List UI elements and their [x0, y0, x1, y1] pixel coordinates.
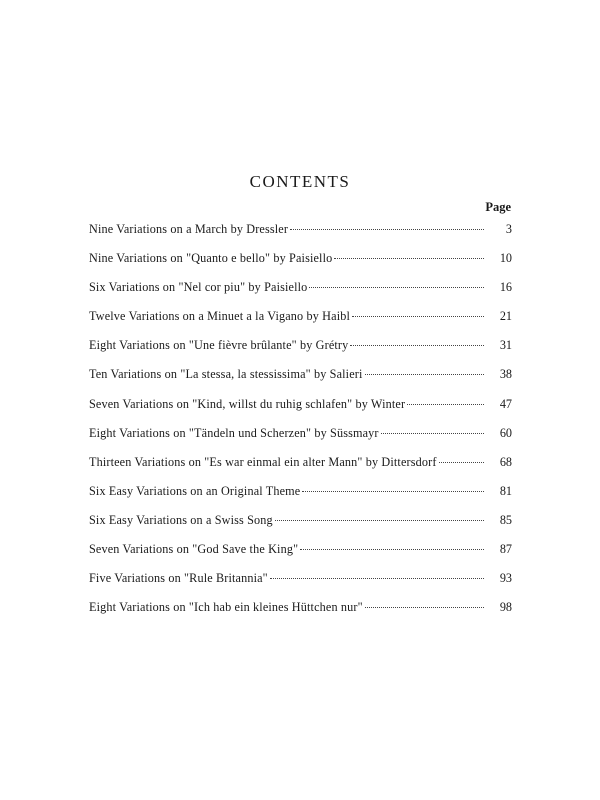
toc-entry — [89, 513, 512, 542]
toc-entry-page: 10 — [499, 251, 512, 266]
toc-entry — [89, 455, 512, 484]
page-title: CONTENTS — [249, 172, 351, 191]
toc-entry — [89, 426, 512, 455]
toc-entry — [89, 338, 512, 367]
toc-entry-page: 98 — [499, 600, 512, 615]
toc-entry-title: Seven Variations on "Kind, willst du ruhig schlafen" by Winter — [89, 396, 406, 411]
toc-entry — [89, 222, 512, 251]
toc-entry-title: Twelve Variations on a Minuet a la Vigano by Haibl — [89, 309, 351, 324]
dot-leader — [270, 578, 484, 579]
toc-entry-page: 21 — [499, 309, 512, 324]
page-column-label: Page — [485, 200, 511, 214]
toc-entry — [89, 600, 512, 629]
toc-entry-page: 16 — [499, 280, 512, 295]
toc-entry-page: 3 — [505, 222, 512, 236]
toc-entry-title: Ten Variations on "La stessa, la stessissima" by Salieri — [89, 367, 363, 382]
toc-entry-page: 87 — [499, 542, 512, 557]
dot-leader — [439, 462, 484, 463]
dot-leader — [309, 287, 484, 288]
toc-entry-title: Six Easy Variations on an Original Theme — [89, 483, 301, 498]
dot-leader — [381, 433, 484, 434]
dot-leader — [352, 316, 484, 317]
dot-leader — [365, 607, 484, 608]
dot-leader — [275, 520, 484, 521]
dot-leader — [290, 229, 484, 230]
toc-entry-title: Eight Variations on "Tändeln und Scherzen" by Süssmayr — [89, 425, 379, 440]
toc-entry-page: 31 — [499, 338, 512, 353]
toc-entry-page: 47 — [499, 396, 512, 411]
dot-leader — [365, 374, 484, 375]
toc-entry-page: 38 — [499, 367, 512, 382]
toc-entry — [89, 309, 512, 338]
toc-entry — [89, 542, 512, 571]
toc-entry-page: 93 — [499, 571, 512, 586]
toc-entry — [89, 367, 512, 396]
toc-entry — [89, 397, 512, 426]
toc-entry-title: Eight Variations on "Ich hab ein kleines Hüttchen nur" — [89, 600, 363, 615]
toc-entry — [89, 280, 512, 309]
dot-leader — [300, 549, 484, 550]
toc-entry-title: Six Easy Variations on a Swiss Song — [89, 512, 273, 527]
toc-entry-title: Thirteen Variations on "Es war einmal ein alter Mann" by Dittersdorf — [89, 454, 437, 469]
table-of-contents — [89, 222, 512, 629]
toc-entry-title: Eight Variations on "Une fièvre brûlante" by Grétry — [89, 338, 349, 353]
toc-entry-title: Seven Variations on "God Save the King" — [89, 542, 299, 557]
toc-entry-page: 68 — [499, 454, 512, 469]
toc-entry-title: Six Variations on "Nel cor piu" by Paisiello — [89, 280, 308, 295]
toc-entry — [89, 484, 512, 513]
toc-entry-title: Five Variations on "Rule Britannia" — [89, 571, 268, 586]
toc-entry — [89, 251, 512, 280]
dot-leader — [407, 404, 484, 405]
toc-entry — [89, 571, 512, 600]
toc-entry-page: 81 — [499, 483, 512, 498]
dot-leader — [334, 258, 484, 259]
toc-entry-title: Nine Variations on a March by Dressler — [89, 222, 289, 236]
dot-leader — [302, 491, 484, 492]
toc-entry-title: Nine Variations on "Quanto e bello" by Paisiello — [89, 251, 333, 266]
toc-entry-page: 60 — [499, 425, 512, 440]
toc-entry-page: 85 — [499, 512, 512, 527]
dot-leader — [350, 345, 484, 346]
